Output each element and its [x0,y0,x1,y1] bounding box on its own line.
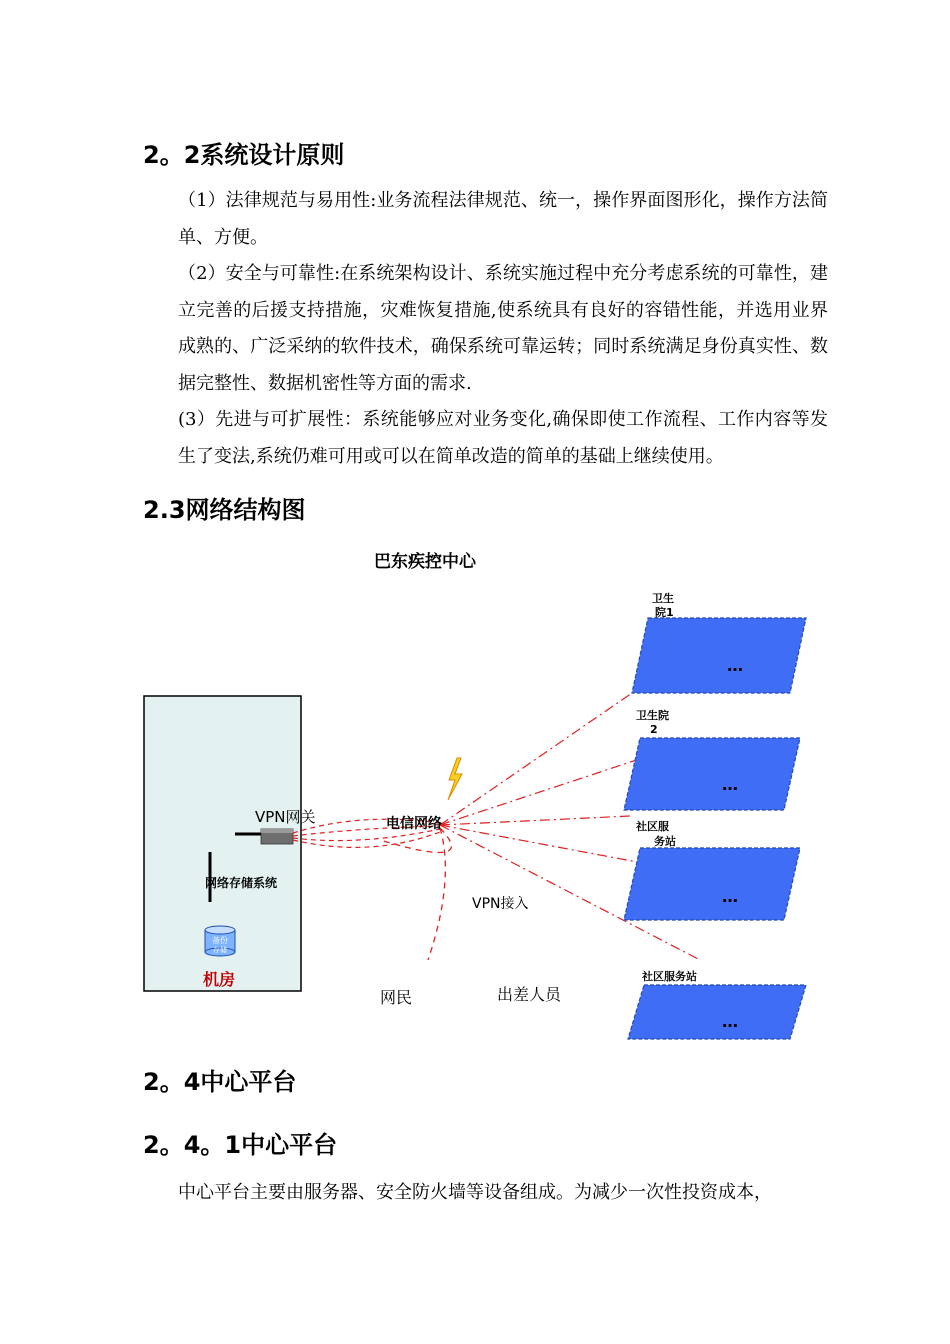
traveler-label: 出差人员 [497,985,562,1004]
site-3-dots: … [722,887,738,906]
site-community-station-2 [628,969,806,1039]
vpn-access-label: VPN接入 [472,896,529,912]
site-2-name-line1: 卫生院 [636,709,669,722]
section-2-4-1-heading: 2。4。1中心平台 [143,1131,338,1159]
telecom-network-label: 电信网络 [386,816,442,832]
vpn-gateway-label: VPN网关 [255,808,316,826]
section-2-3-heading: 2.3网络结构图 [143,496,306,524]
network-structure-diagram [0,540,950,1050]
netizen-label: 网民 [380,988,413,1007]
vpn-gateway-device-icon [261,829,293,844]
site-health-center-1 [632,591,806,693]
machine-room-label: 机房 [202,970,236,989]
paragraph-legal-usability: （1）法律规范与易用性:业务流程法律规范、统一，操作界面图形化，操作方法简单、方便。 [178,190,828,248]
paragraph-security-reliability: （2）安全与可靠性:在系统架构设计、系统实施过程中充分考虑系统的可靠性，建立完善的后援支持措施，灾难恢复措施,使系统具有良好的容错性能，并选用业界成熟的、广泛采纳的软件技术，确保系统可靠运转；同时系统满足身份真实性、数据完整性、数据机密性等方面的需求. [178,263,828,394]
site-2-name-line2: 2 [650,723,658,736]
site-3-name-line1: 社区服 [636,820,669,833]
section-2-4-heading: 2。4中心平台 [143,1068,297,1096]
lightning-icon [448,758,462,800]
backup-label-2: 存储 [213,946,227,954]
paragraph-advanced-extensibility: (3）先进与可扩展性：系统能够应对业务变化,确保即使工作流程、工作内容等发生了变法,系统仍难可用或可以在简单改造的简单的基础上继续使用。 [178,409,828,467]
diagram-title: 巴东疾控中心 [374,552,476,572]
site-1-name-line2: 院1 [655,606,674,619]
site-4-dots: … [722,1012,738,1031]
site-community-station-1 [624,819,800,920]
site-health-center-2 [624,708,800,810]
site-4-name-line1: 社区服务站 [642,970,697,983]
site-2-dots: … [722,775,738,794]
section-2-2-heading: 2。2系统设计原则 [143,141,345,169]
site-3-name-line2: 务站 [654,835,676,848]
backup-storage-icon [205,926,235,956]
site-1-name-line1: 卫生 [652,592,674,605]
backup-label: 备份 [212,936,228,945]
site-1-dots: … [727,656,743,675]
storage-label: 网络存储系统 [205,876,278,890]
remote-access-links [380,828,451,960]
paragraph-center-platform: 中心平台主要由服务器、安全防火墙等设备组成。为减少一次性投资成本， [178,1182,772,1203]
